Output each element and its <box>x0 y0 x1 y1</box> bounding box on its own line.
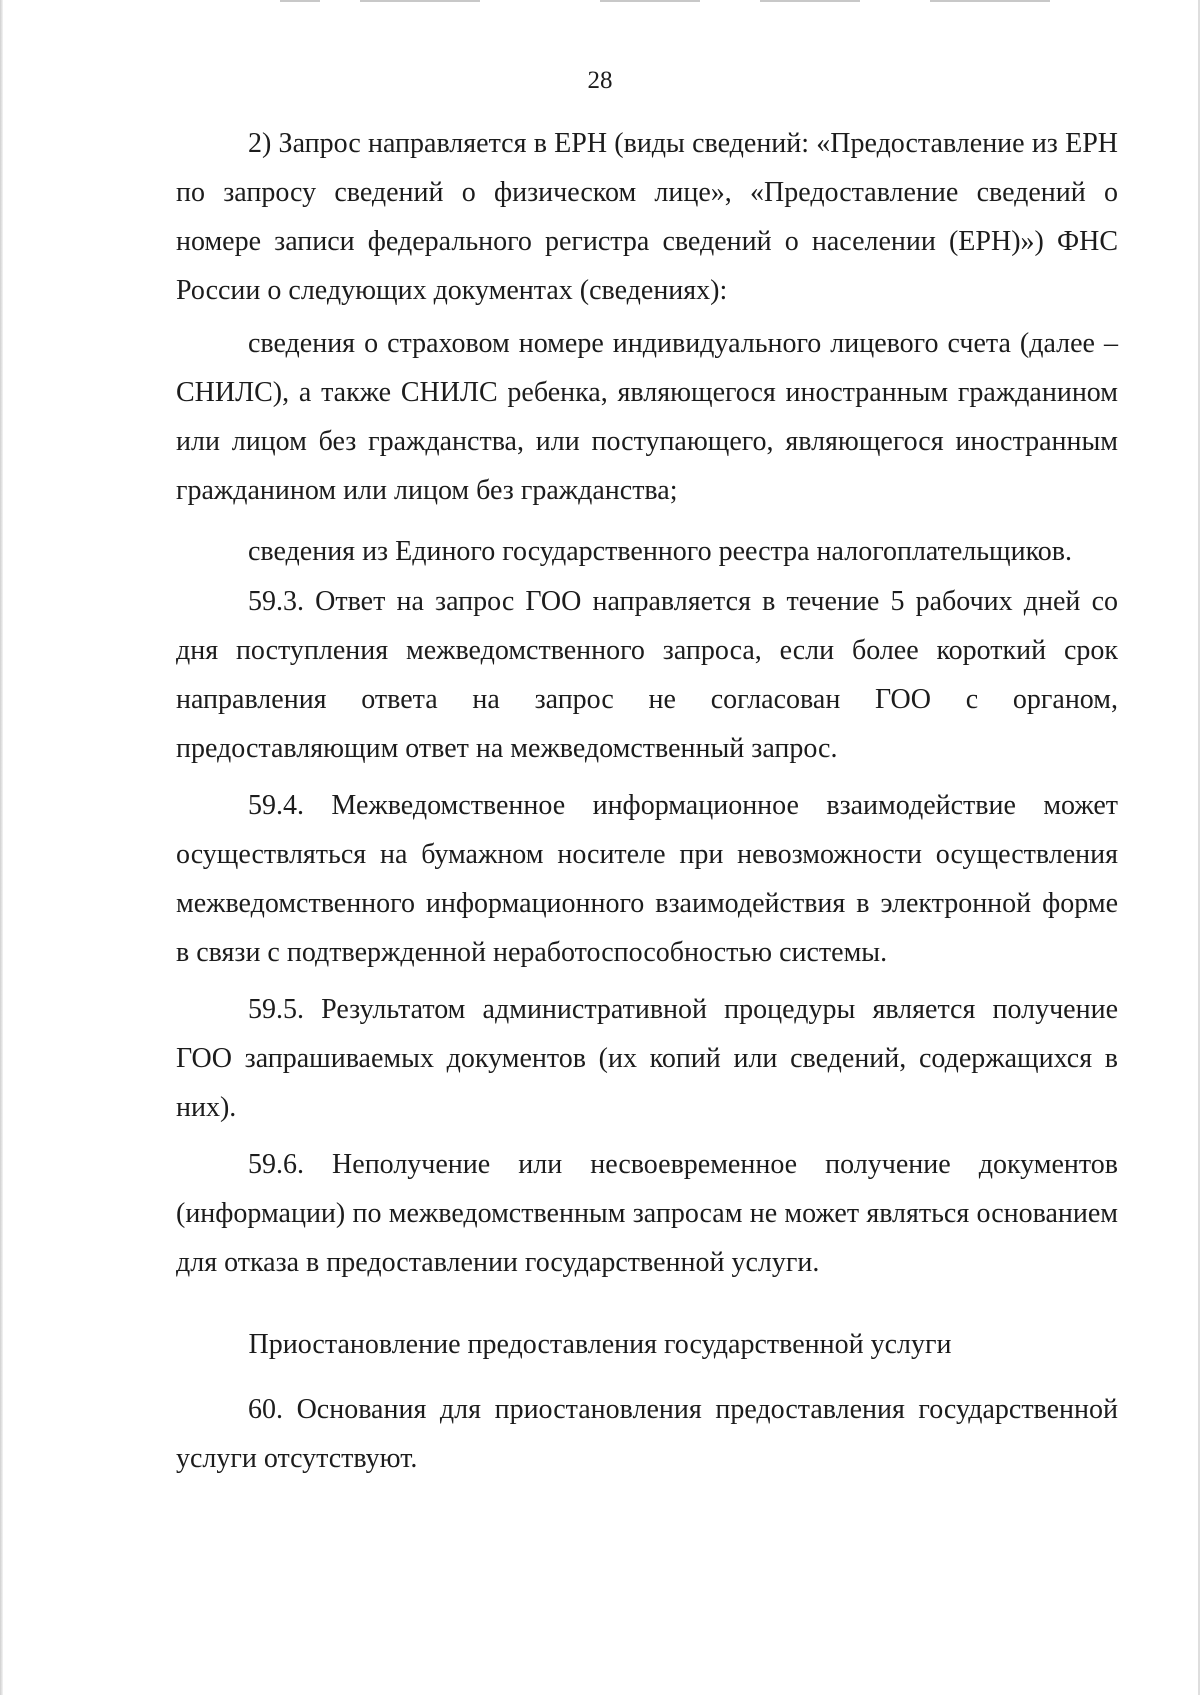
paragraph-59-4: 59.4. Межведомственное информационное взаимодействие может осуществляться на бумажном носителе при невозможности осуществления межведомственного информационного взаимодействия в электронной форме в связи с подтвержденной неработоспособностью системы. <box>176 790 1118 968</box>
scan-top-mark <box>360 0 480 2</box>
page-number: 28 <box>587 67 613 94</box>
paragraph-erp-request: 2) Запрос направляется в ЕРН (виды сведений: «Предоставление из ЕРН по запросу сведений о физическом лице», «Предоставление сведений о номере записи федерального регистра сведений о населении (ЕРН)») ФНС России о следующих документах (сведениях): <box>176 128 1118 306</box>
paragraph-59-6: 59.6. Неполучение или несвоевременное получение документов (информации) по межведомственным запросам не может являться основанием для отказа в предоставлении государственной услуги. <box>176 1149 1118 1278</box>
paragraph-tax-registry: сведения из Единого государственного реестра налогоплательщиков. <box>248 536 1072 567</box>
paragraph-snils: сведения о страховом номере индивидуального лицевого счета (далее – СНИЛС), а также СНИЛС ребенка, являющегося иностранным гражданином или лицом без гражданства, или поступающего, являющегося иностранным гражданином или лицом без гражданства; <box>176 328 1118 506</box>
scan-top-mark <box>930 0 1050 2</box>
scan-top-mark <box>760 0 860 2</box>
paragraph-59-5: 59.5. Результатом административной процедуры является получение ГОО запрашиваемых документов (их копий или сведений, содержащихся в них). <box>176 994 1118 1123</box>
paragraph-60: 60. Основания для приостановления предоставления государственной услуги отсутствуют. <box>176 1394 1118 1474</box>
scan-top-mark <box>280 0 320 2</box>
section-heading: Приостановление предоставления государственной услуги <box>248 1329 952 1360</box>
scan-edge-left <box>0 0 3 1695</box>
paragraph-59-3: 59.3. Ответ на запрос ГОО направляется в течение 5 рабочих дней со дня поступления межведомственного запроса, если более короткий срок направления ответа на запрос не согласован ГОО с органом, предоставляющим ответ на межведомственный запрос. <box>176 586 1118 764</box>
scan-top-mark <box>600 0 700 2</box>
